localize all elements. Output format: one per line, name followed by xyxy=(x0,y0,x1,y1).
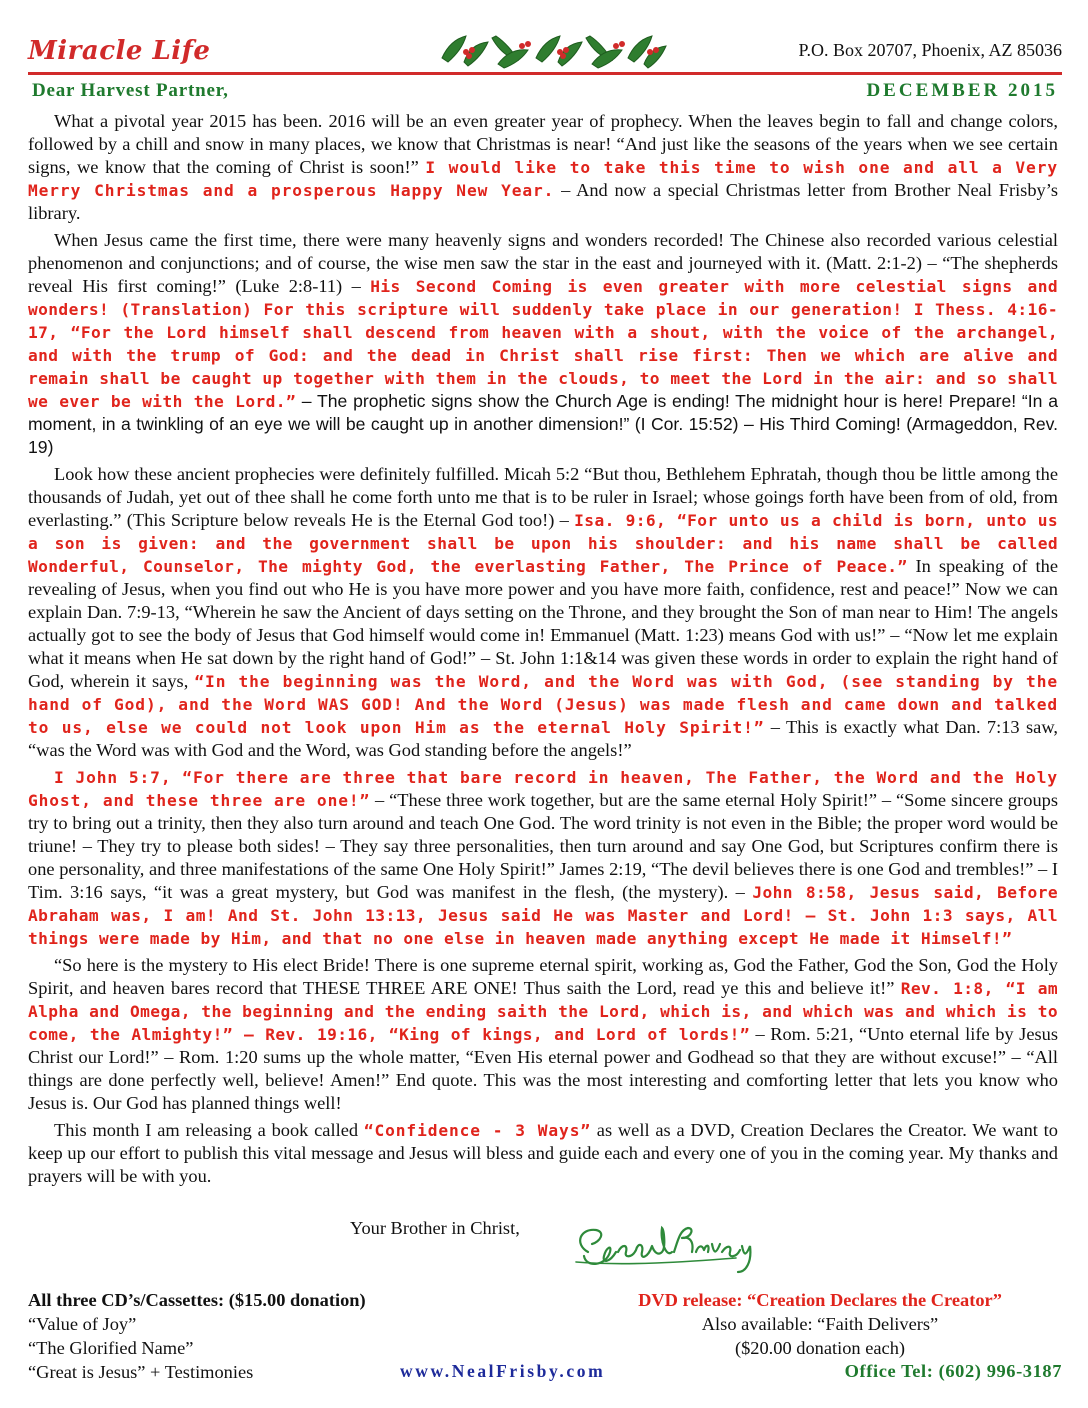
paragraph-text: Look how these ancient prophecies were definitely fulfilled. Micah 5:2 “But thou, Bethlehem Ephratah, though thou be little among the thousands of Judah, yet out of thee shall he come forth unto me that is to be ruler in Israel; whose goings forth have been from of old, from everlasting.” (This Scripture below reveals He is the Eternal God too!) – xyxy=(28,464,1058,530)
scripture-highlight: – The prophetic signs show the Church Age is ending! The midnight hour is here! Prepare! “In a moment, in a twinkling of an eye we will be caught up in another dimension!” (I Cor. 15:52) – His Third Coming! (Armageddon, Rev. 19) xyxy=(28,391,1058,457)
letter-paragraph xyxy=(28,110,1058,225)
salutation: Dear Harvest Partner, xyxy=(32,80,229,101)
paragraph-text: This month I am releasing a book called xyxy=(54,1120,364,1140)
paragraph-text: What a pivotal year 2015 has been. 2016 will be an even greater year of prophecy. When the leaves begin to fall and change colors, followed by a chill and snow in many places, we know that Christmas is near! “And just like the seasons of the years when we see certain signs, we know that the coming of Christ is soon!” xyxy=(28,111,1058,177)
scripture-highlight: I would like to take this time to wish one and all a Very Merry Christmas and a prosperous Happy New Year. xyxy=(28,158,1058,200)
paragraph-text: – This is exactly what Dan. 7:13 saw, “was the Word was with God and the Word, was God standing before the angels!” xyxy=(28,717,1059,760)
paragraph-text: When Jesus came the first time, there were many heavenly signs and wonders recorded! The Chinese also recorded various celestial phenomenon and conjunctions; and of course, the wise men saw the star in the east and journeyed with it. (Matt. 2:1-2) – “The shepherds reveal His first coming!” (Luke 2:8-11) – xyxy=(28,230,1058,296)
donation-text: ($20.00 donation each) xyxy=(734,1338,906,1358)
closing-line: Your Brother in Christ, xyxy=(350,1218,520,1238)
letter-paragraph xyxy=(28,463,1058,762)
website-link[interactable]: www.NealFrisby.com xyxy=(400,1361,606,1381)
issue-date: DECEMBER 2015 xyxy=(866,80,1058,101)
letter-paragraph xyxy=(28,229,1058,459)
holly-decoration-icon xyxy=(436,28,668,72)
letter-paragraph xyxy=(28,766,1058,950)
office-telephone: Office Tel: (602) 996-3187 xyxy=(844,1361,1062,1381)
masthead xyxy=(28,30,1062,72)
header-divider xyxy=(28,72,1062,75)
scripture-highlight: John 8:58, Jesus said, Before Abraham was, I am! And St. John 13:13, Jesus said He was Master and Lord! – St. John 1:3 says, All things were made by Him, and that no one else in heaven made anything except He made it Himself!” xyxy=(28,883,1058,948)
paragraph-text: as well as a DVD, Creation Declares the Creator. We want to keep up our effort to publish this vital message and Jesus will bless and guide each and every one of you in the coming year. My thanks and prayers will be with you. xyxy=(28,1120,1058,1186)
cd-item: “The Glorified Name” xyxy=(28,1338,194,1358)
scripture-highlight: “In the beginning was the Word, and the Word was with God, (see standing by the hand of God), and the Word WAS GOD! And the Word (Jesus) was made flesh and came down and talked to us, else we could not look upon Him as the eternal Holy Spirit!” xyxy=(28,672,1058,737)
scripture-highlight: His Second Coming is even greater with more celestial signs and wonders! (Translation) For this scripture will suddenly take place in our generation! I Thess. 4:16-17, “For the Lord himself shall descend from heaven with a shout, with the voice of the archangel, and with the trump of God: and the dead in Christ shall rise first: Then we which are alive and remain shall be caught up together with them in the clouds, to meet the Lord in the air: and so shall we ever be with the Lord.” xyxy=(28,277,1058,411)
cd-offer-heading: All three CD’s/Cassettes: ($15.00 donation) xyxy=(28,1290,366,1310)
scripture-highlight: Rev. 1:8, “I am Alpha and Omega, the beginning and the ending saith the Lord, which is, and which was and which is to come, the Almighty!” – Rev. 19:16, “King of kings, and Lord of lords!” xyxy=(28,979,1059,1044)
letter-paragraph xyxy=(28,1119,1058,1188)
scripture-highlight: “Confidence - 3 Ways” xyxy=(363,1121,591,1140)
paragraph-text: In speaking of the revealing of Jesus, when you find out who He is you have more power and you have more faith, confidence, rest and peace!” Now we can explain Dan. 7:9-13, “Wherein he saw the Ancient of days setting on the Throne, and they brought the Son of man near to Him! The angels actually got to see the body of Jesus that God himself would come in! Emmanuel (Matt. 1:23) means God with us!” – “Now let me explain what it means when He sat down by the right hand of God!” – St. John 1:1&14 was given these words in order to explain the right hand of God, wherein it says, xyxy=(28,556,1058,691)
cd-offer xyxy=(28,1288,366,1384)
also-available-text: Also available: “Faith Delivers” xyxy=(701,1314,939,1334)
scripture-highlight: I John 5:7, “For there are three that bare record in heaven, The Father, the Word and the Holy Ghost, and these three are one!” xyxy=(28,768,1058,810)
paragraph-text: – “These three work together, but are the same eternal Holy Spirit!” – “Some sincere groups try to bring out a trinity, then they also turn around and teach One God. The word trinity is not even in the Bible; the proper word would be triune! – They try to please both sides! – They say three personalities, then turn around and say One God, but Scriptures confirm there is one personality, and three manifestations of the same One Holy Spirit!” James 2:19, “The devil believes there is one God and trembles!” – I Tim. 3:16 says, “it was a great mystery, but God was manifest in the flesh, (the mystery). – xyxy=(28,790,1058,902)
dvd-release-heading: DVD release: “Creation Declares the Creator” xyxy=(638,1290,1002,1310)
dvd-offer xyxy=(570,1288,1070,1360)
paragraph-text: – And now a special Christmas letter from Brother Neal Frisby’s library. xyxy=(28,180,1058,223)
paragraph-text: – Rom. 5:21, “Unto eternal life by Jesus Christ our Lord!” – Rom. 1:20 sums up the whole matter, “Even His eternal power and Godhead so that they are without excuse!” – “All things are done perfectly well, believe! Amen!” End quote. This was the most interesting and comforting letter that lets you know who Jesus is. Our God has planned things well! xyxy=(28,1024,1058,1113)
paragraph-text: “So here is the mystery to His elect Bride! There is one supreme eternal spirit, working as, God the Father, God the Son, God the Holy Spirit, and heaven bares record that THESE THREE ARE ONE! Thus saith the Lord, read ye this and believe it!” xyxy=(28,955,1058,998)
mailing-address: P.O. Box 20707, Phoenix, AZ 85036 xyxy=(798,40,1062,60)
signature-graphic xyxy=(566,1222,776,1276)
greeting-row xyxy=(28,80,1058,104)
letter-paragraph xyxy=(28,954,1058,1115)
cd-item: “Value of Joy” xyxy=(28,1314,137,1334)
cd-item: “Great is Jesus” + Testimonies xyxy=(28,1362,254,1382)
letter-body xyxy=(28,110,1058,1188)
scripture-highlight: Isa. 9:6, “For unto us a child is born, unto us a son is given: and the government shall be upon his shoulder: and his name shall be called Wonderful, Counselor, The mighty God, the everlasting Father, The Prince of Peace.” xyxy=(28,511,1058,576)
brand-title: Miracle Life xyxy=(28,36,211,66)
